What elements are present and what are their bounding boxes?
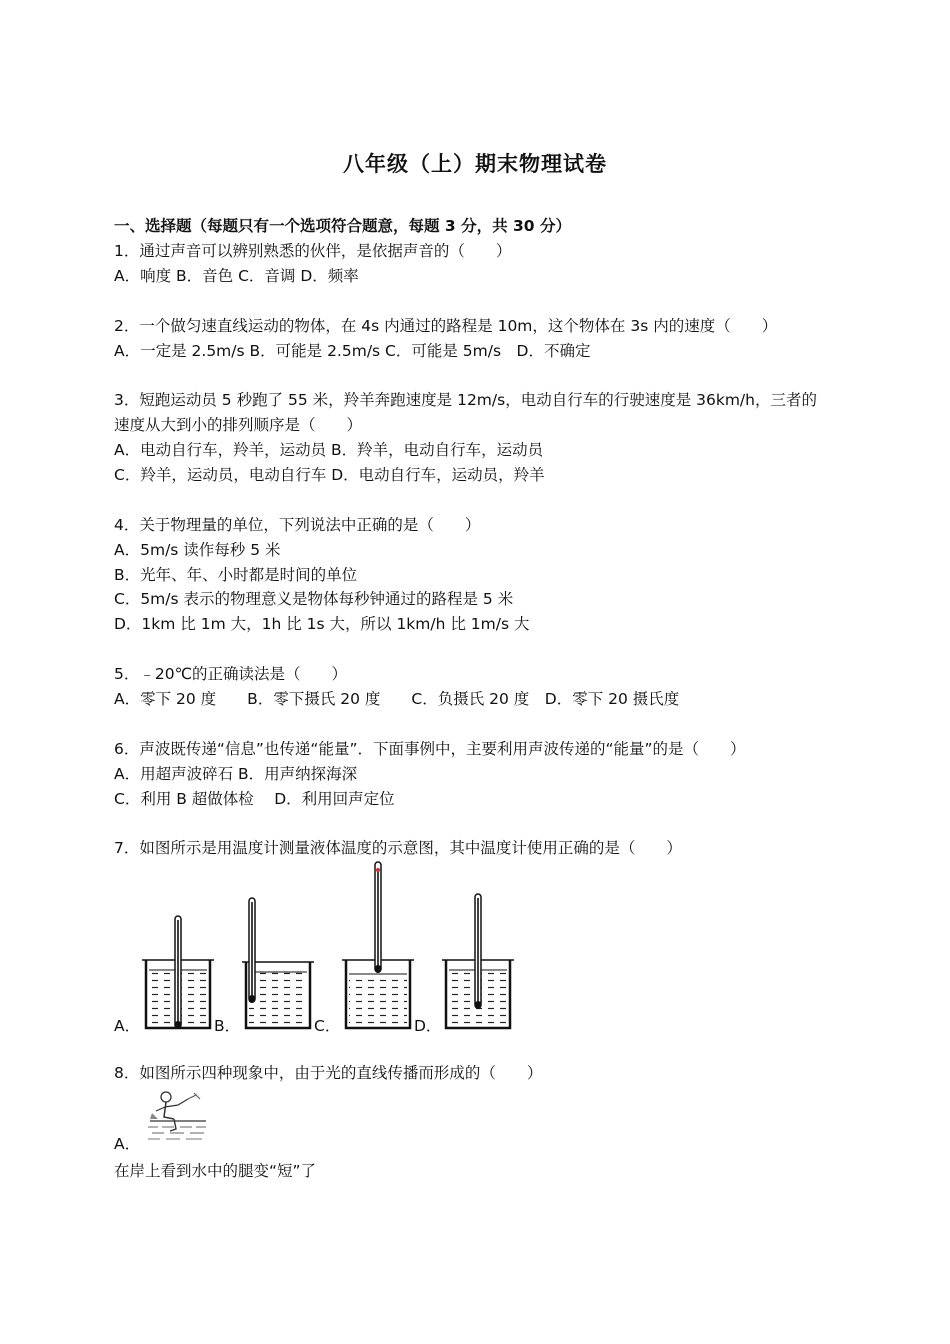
thermometer-figures: [114, 858, 574, 1038]
leg-in-water-image: [144, 1085, 210, 1143]
question-6-stem: 6．声波既传递“信息”也传递“能量”．下面事例中，主要利用声波传递的“能量”的是（ ）: [114, 740, 746, 758]
page-title: 八年级（上）期末物理试卷: [343, 152, 607, 176]
question-2-stem: 2．一个做匀速直线运动的物体，在 4s 内通过的路程是 10m，这个物体在 3s 内的速度（ ）: [114, 317, 778, 335]
question-5-stem: 5．﹣20℃的正确读法是（ ）: [114, 665, 347, 683]
figure-label-c: C．: [314, 1017, 341, 1035]
thermometer-diagram: [114, 858, 574, 1038]
question-4-option-d: D．1km 比 1m 大，1h 比 1s 大，所以 1km/h 比 1m/s 大: [114, 615, 530, 633]
question-4-option-a: A．5m/s 读作每秒 5 米: [114, 541, 281, 559]
beaker-a: [142, 916, 214, 1029]
question-4-option-b: B．光年、年、小时都是时间的单位: [114, 566, 358, 584]
beaker-b: [242, 898, 314, 1028]
question-5-options: A．零下 20 度 B．零下摄氏 20 度 C．负摄氏 20 度 D．零下 20 摄氏度: [114, 690, 680, 708]
question-4-stem: 4．关于物理量的单位，下列说法中正确的是（ ）: [114, 516, 481, 534]
figure-label-b: B．: [214, 1017, 241, 1035]
question-1-options: A．响度 B．音色 C．音调 D．频率: [114, 267, 359, 285]
figure-label-d: D．: [414, 1017, 442, 1035]
question-3-stem: 3．短跑运动员 5 秒跑了 55 米，羚羊奔跑速度是 12m/s，电动自行车的行驶速度是 36km/h，三者的: [114, 391, 817, 409]
question-8-option-a-label: A．: [114, 1135, 141, 1153]
figure-label-a: A．: [114, 1017, 141, 1035]
question-4-option-c: C．5m/s 表示的物理意义是物体每秒钟通过的路程是 5 米: [114, 590, 514, 608]
question-8-stem: 8．如图所示四种现象中，由于光的直线传播而形成的（ ）: [114, 1064, 543, 1082]
beaker-c: [342, 862, 414, 1028]
question-3-options-ab: A．电动自行车，羚羊，运动员 B．羚羊，电动自行车，运动员: [114, 441, 544, 459]
question-3-options-cd: C．羚羊，运动员，电动自行车 D．电动自行车，运动员，羚羊: [114, 466, 545, 484]
question-2-options: A．一定是 2.5m/s B．可能是 2.5m/s C．可能是 5m/s D．不确定: [114, 342, 591, 360]
question-1-stem: 1．通过声音可以辨别熟悉的伙伴，是依据声音的（ ）: [114, 242, 512, 260]
beaker-d: [442, 894, 514, 1028]
question-7-stem: 7．如图所示是用温度计测量液体温度的示意图，其中温度计使用正确的是（ ）: [114, 839, 682, 857]
question-8-option-a-caption: 在岸上看到水中的腿变“短”了: [114, 1162, 317, 1180]
question-6-options-cd: C．利用 B 超做体检 D．利用回声定位: [114, 790, 395, 808]
question-3-stem-cont: 速度从大到小的排列顺序是（ ）: [114, 416, 363, 434]
section-heading: 一、选择题（每题只有一个选项符合题意，每题 3 分，共 30 分）: [114, 217, 571, 235]
question-6-options-ab: A．用超声波碎石 B．用声纳探海深: [114, 765, 358, 783]
